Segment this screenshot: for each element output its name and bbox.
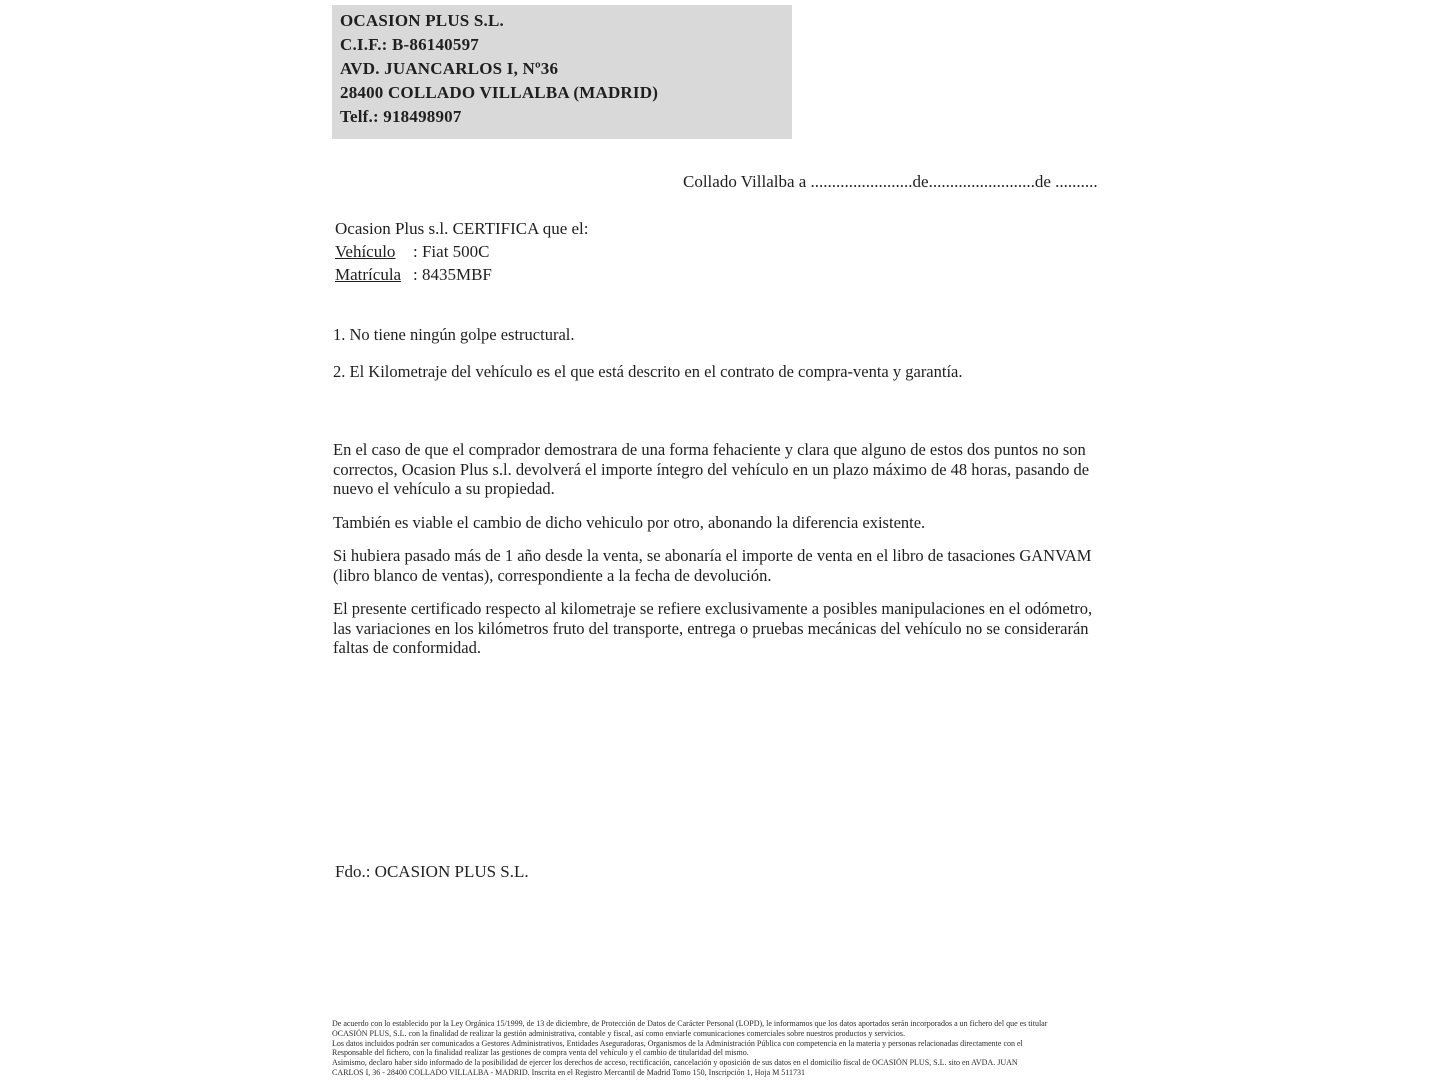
certification-block: [335, 217, 589, 286]
vehicle-label: Vehículo: [335, 242, 396, 261]
plate-row: [335, 263, 589, 286]
letterhead: [332, 5, 792, 139]
company-name: OCASION PLUS S.L.: [340, 11, 504, 30]
legal-line-3: Los datos incluidos podrán ser comunicados a Gestores Administrativos, Entidades Aseguradoras, Organismos de la Administración Pública con competencia en la materia y personas relacionadas directamente con el: [332, 1038, 1023, 1048]
certify-intro: Ocasion Plus s.l. CERTIFICA que el:: [335, 219, 589, 238]
point-2: 2. El Kilometraje del vehículo es el que está descrito en el contrato de compra-venta y garantía.: [333, 362, 963, 381]
signature-line: Fdo.: OCASION PLUS S.L.: [335, 862, 529, 881]
company-cif: C.I.F.: B-86140597: [340, 35, 479, 54]
date-line: Collado Villalba a ........................de.........................de ..........: [683, 172, 1098, 191]
vehicle-row: [335, 240, 589, 263]
company-phone: Telf.: 918498907: [340, 107, 462, 126]
paragraph-ganvam: Si hubiera pasado más de 1 año desde la venta, se abonaría el importe de venta en el libro de tasaciones GANVAM (libro blanco de ventas), correspondiente a la fecha de devolución.: [333, 546, 1092, 585]
body-paragraphs: [333, 440, 1105, 672]
plate-value: : 8435MBF: [413, 265, 492, 284]
vehicle-value: : Fiat 500C: [413, 242, 490, 261]
point-1: 1. No tiene ningún golpe estructural.: [333, 325, 575, 344]
legal-line-6: CARLOS I, 36 - 28400 COLLADO VILLALBA - MADRID. Inscrita en el Registro Mercantil de Madrid Tomo 150, Inscripción 1, Hoja M 511731: [332, 1067, 806, 1077]
paragraph-refund: En el caso de que el comprador demostrara de una forma fehaciente y clara que alguno de estos dos puntos no son correctos, Ocasion Plus s.l. devolverá el importe íntegro del vehículo en un plazo máximo de 48 horas, pasando de nuevo el vehículo a su propiedad.: [333, 440, 1090, 498]
company-city: 28400 COLLADO VILLALBA (MADRID): [340, 83, 659, 102]
paragraph-exchange: También es viable el cambio de dicho vehiculo por otro, abonando la diferencia existente.: [333, 512, 926, 532]
legal-footer: [332, 1019, 1110, 1078]
company-address: AVD. JUANCARLOS I, Nº36: [340, 59, 559, 78]
legal-line-1: De acuerdo con lo establecido por la Ley Orgánica 15/1999, de 13 de diciembre, de Protección de Datos de Carácter Personal (LOPD), le informamos que los datos aportados serán incorporados a un fichero del que es titular: [332, 1019, 1048, 1028]
legal-line-5: Asimismo, declaro haber sido informado de la posibilidad de ejercer los derechos de acceso, rectificación, cancelación y oposición de sus datos en el domicilio fiscal de OCASIÓN PLUS, S.L. sito en AVDA. JUAN: [332, 1058, 1018, 1068]
certified-points: [333, 325, 1113, 399]
plate-label: Matrícula: [335, 265, 402, 284]
legal-line-2: OCASIÓN PLUS, S.L. con la finalidad de realizar la gestión administrativa, contable y fiscal, así como enviarle comunicaciones comerciales sobre nuestros productos y servicios.: [332, 1028, 905, 1038]
paragraph-odometer: El presente certificado respecto al kilometraje se refiere exclusivamente a posibles manipulaciones en el odómetro, las variaciones en los kilómetros fruto del transporte, entrega o pruebas mecánicas del vehículo no se considerarán faltas de conformidad.: [333, 599, 1093, 657]
legal-line-4: Responsable del fichero, con la finalidad realizar las gestiones de compra venta del vehículo y el cambio de titularidad del mismo.: [332, 1048, 749, 1058]
